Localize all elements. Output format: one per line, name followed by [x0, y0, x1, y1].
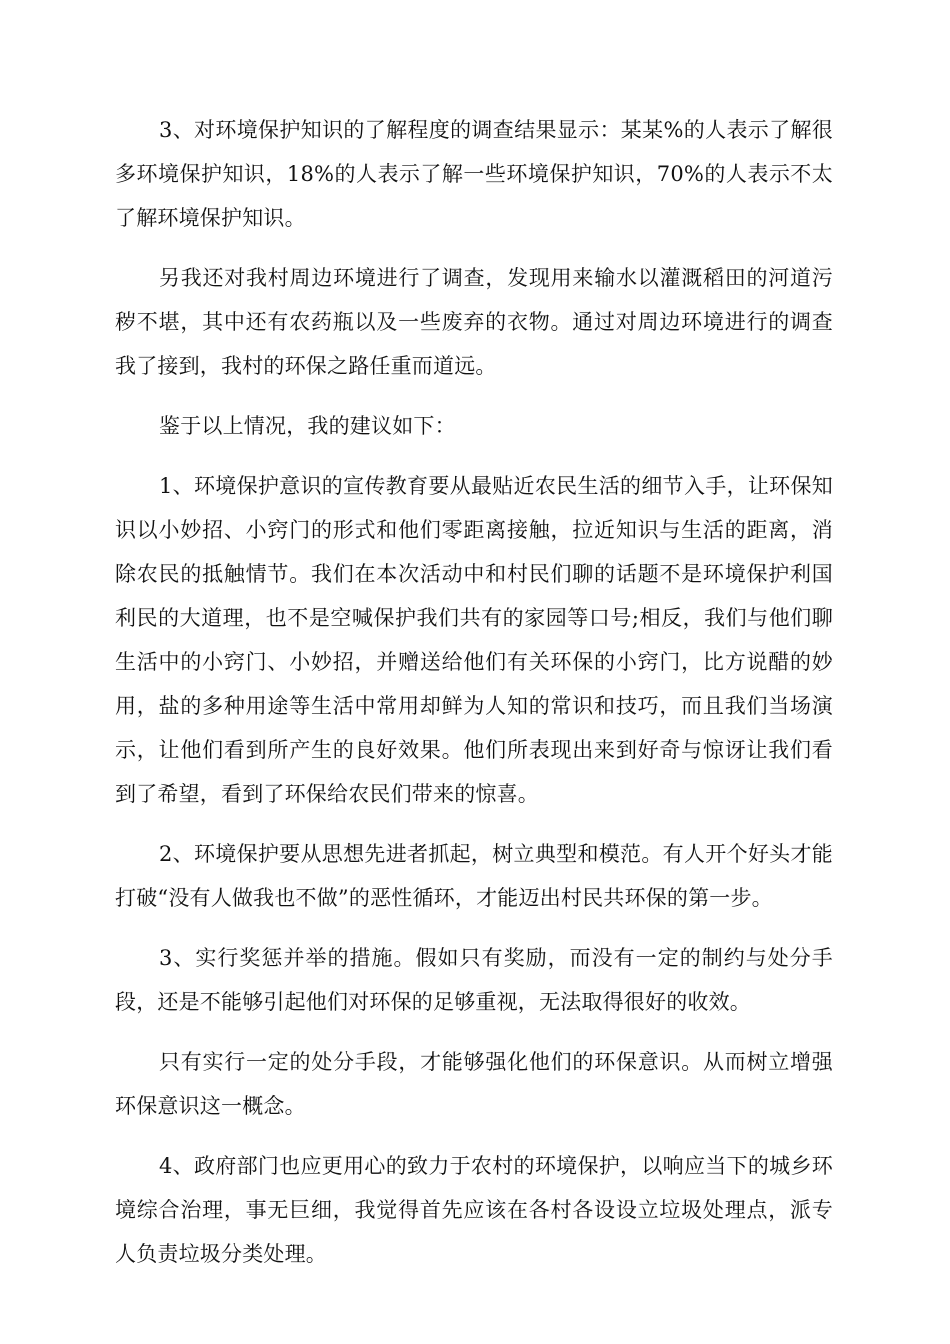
paragraph-suggestion-1: 1、环境保护意识的宣传教育要从最贴近农民生活的细节入手，让环保知识以小妙招、小窍门的形式和他们零距离接触，拉近知识与生活的距离，消除农民的抵触情节。我们在本次活动中和村民们聊的话题不是环境保护利国利民的大道理，也不是空喊保护我们共有的家园等口号;相反，我们与他们聊生活中的小窍门、小妙招，并赠送给他们有关环保的小窍门，比方说醋的妙用，盐的多种用途等生活中常用却鲜为人知的常识和技巧，而且我们当场演示，让他们看到所产生的良好效果。他们所表现出来到好奇与惊讶让我们看到了希望，看到了环保给农民们带来的惊喜。 — [115, 474, 833, 806]
document-body — [115, 108, 833, 1292]
paragraph-suggestion-3: 3、实行奖惩并举的措施。假如只有奖励，而没有一定的制约与处分手段，还是不能够引起他们对环保的足够重视，无法取得很好的收效。 — [115, 946, 833, 1014]
paragraph-suggestion-3-continued: 只有实行一定的处分手段，才能够强化他们的环保意识。从而树立增强环保意识这一概念。 — [115, 1050, 833, 1118]
paragraph-suggestion-2: 2、环境保护要从思想先进者抓起，树立典型和模范。有人开个好头才能打破“没有人做我也不做”的恶性循环，才能迈出村民共环保的第一步。 — [115, 842, 833, 910]
paragraph-suggestion-intro: 鉴于以上情况，我的建议如下： — [159, 414, 456, 438]
paragraph-suggestion-4: 4、政府部门也应更用心的致力于农村的环境保护，以响应当下的城乡环境综合治理，事无巨细，我觉得首先应该在各村各设设立垃圾处理点，派专人负责垃圾分类处理。 — [115, 1154, 833, 1266]
paragraph-survey-result-3: 3、对环境保护知识的了解程度的调查结果显示：某某%的人表示了解很多环境保护知识，18%的人表示了解一些环境保护知识，70%的人表示不太了解环境保护知识。 — [115, 118, 833, 230]
paragraph-environment-survey: 另我还对我村周边环境进行了调查，发现用来输水以灌溉稻田的河道污秽不堪，其中还有农药瓶以及一些废弃的衣物。通过对周边环境进行的调查我了接到，我村的环保之路任重而道远。 — [115, 266, 833, 378]
